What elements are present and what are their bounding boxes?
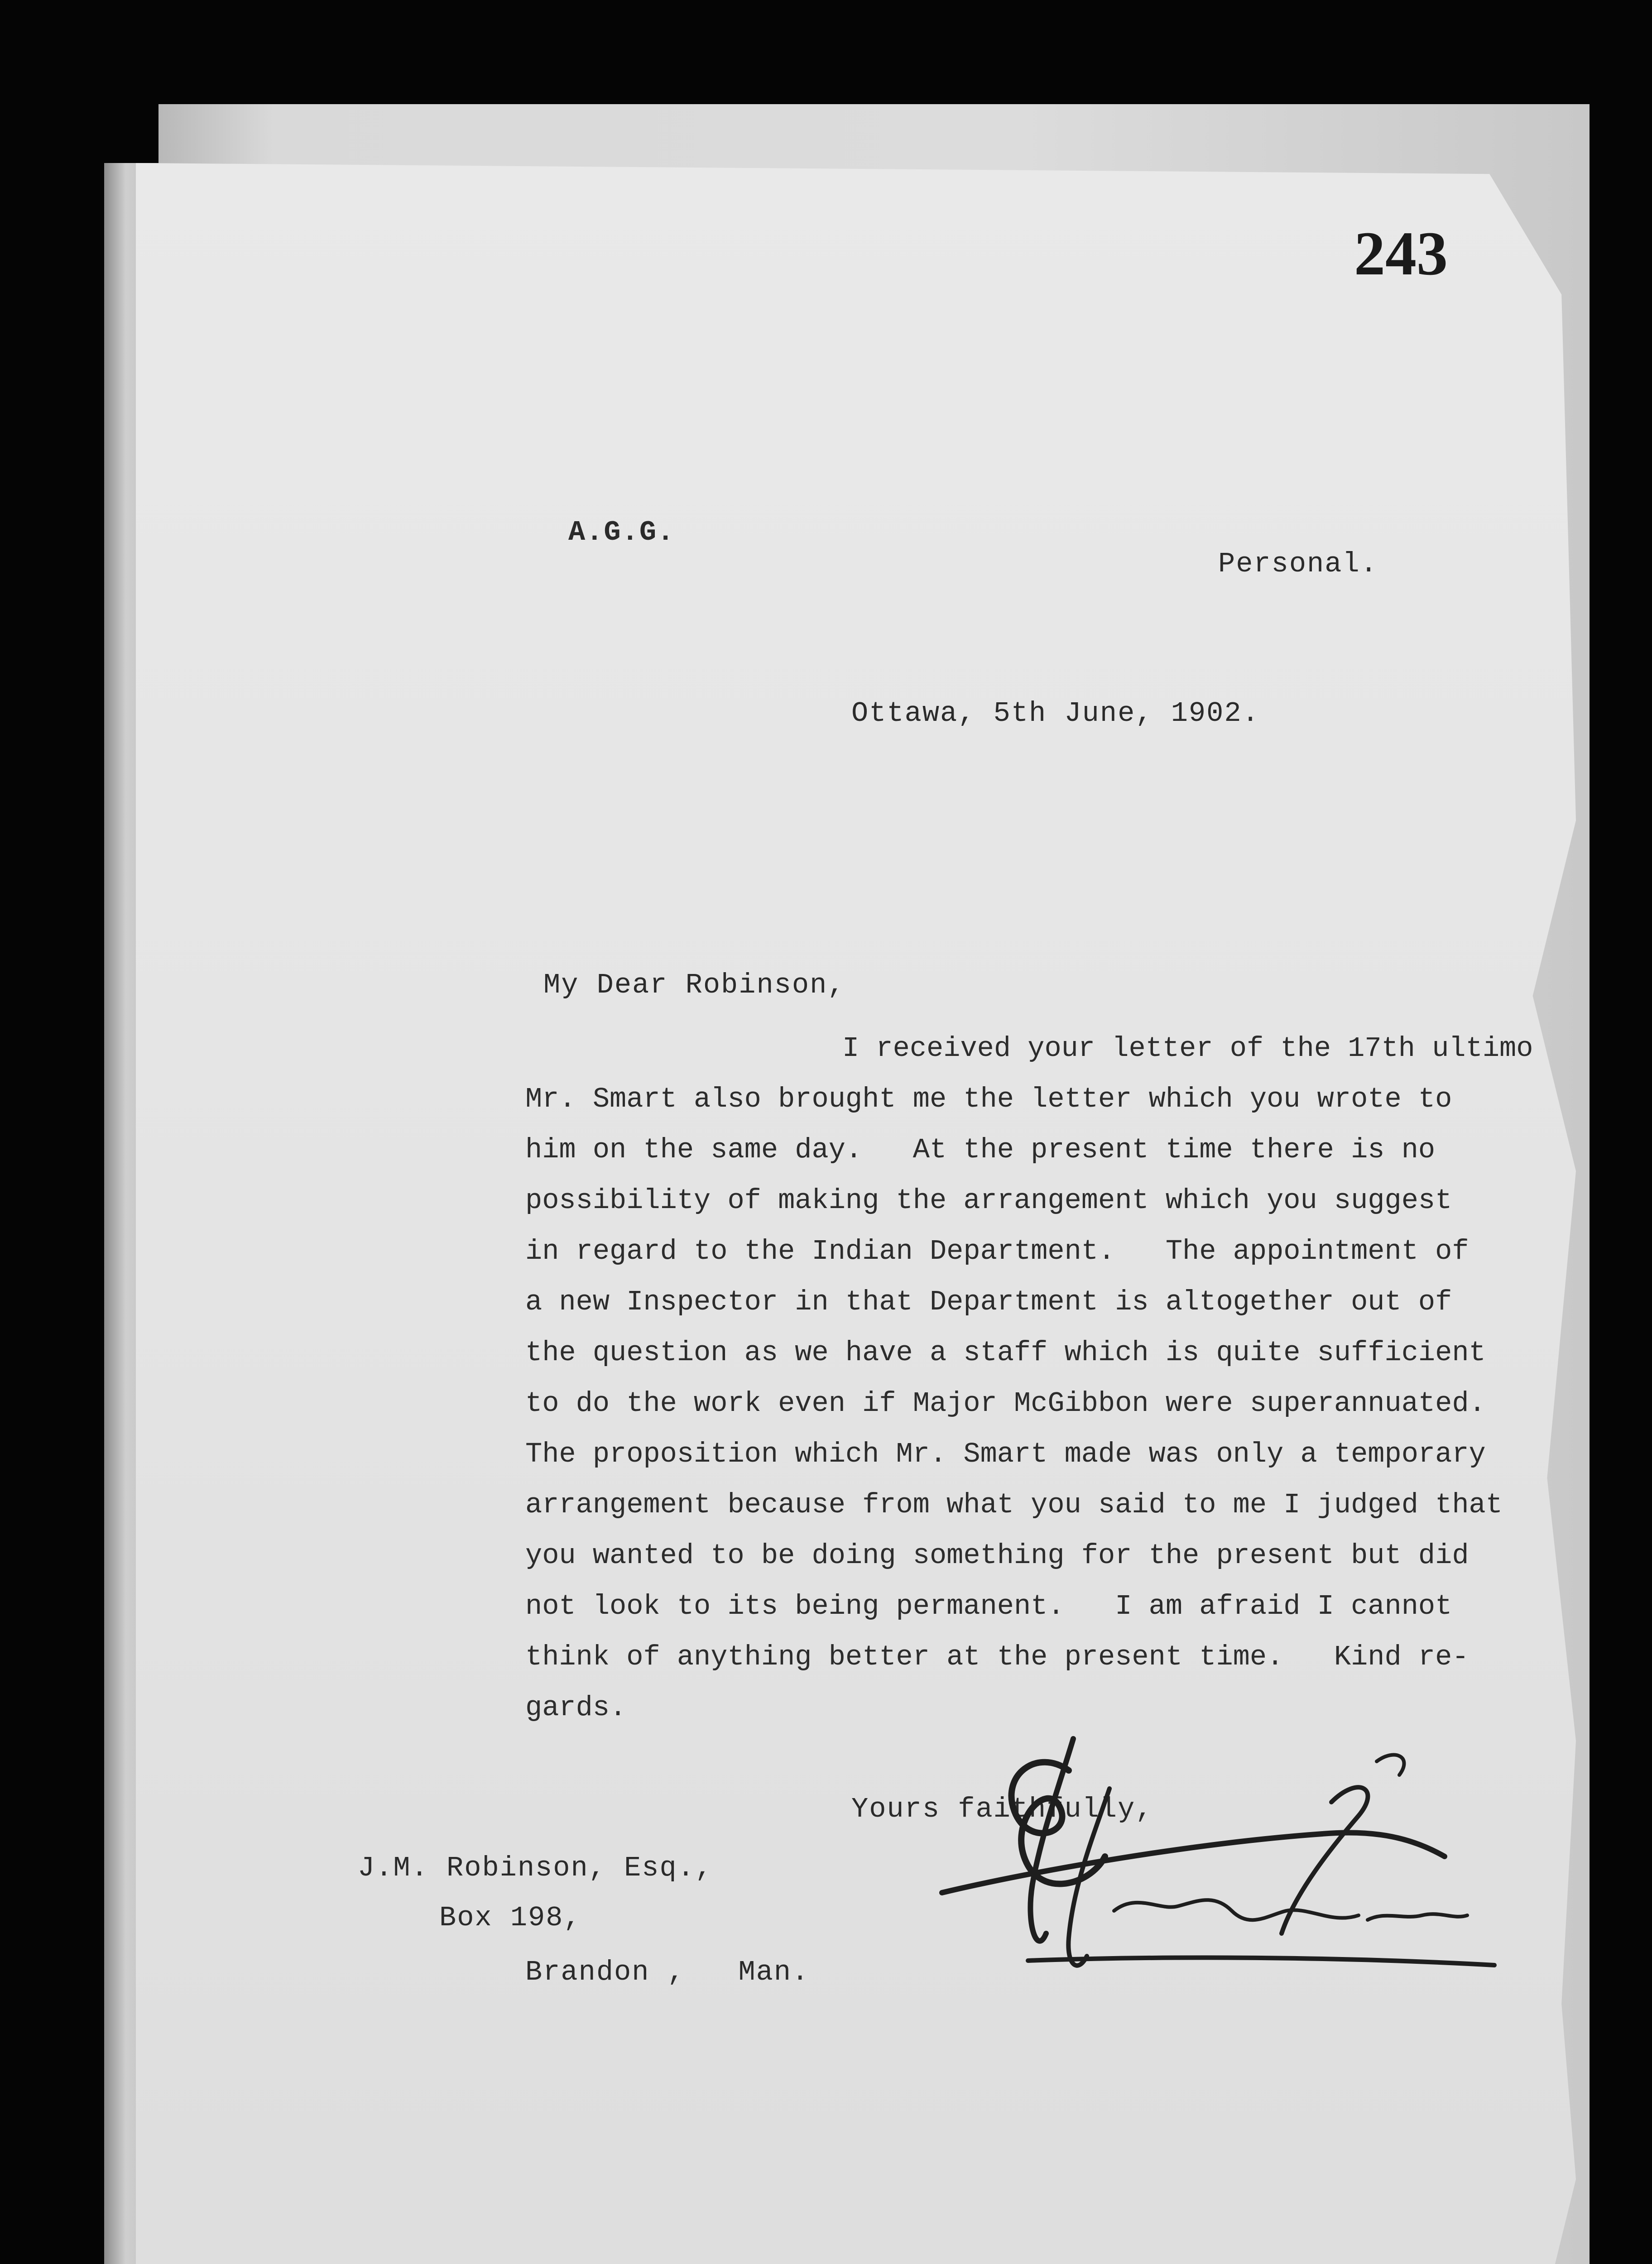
body-line: in regard to the Indian Department. The appointment of xyxy=(525,1235,1469,1267)
page-number: 243 xyxy=(1354,219,1448,288)
signature-image xyxy=(924,1721,1503,2001)
addressee-name: J.M. Robinson, Esq., xyxy=(358,1852,713,1884)
addressee-town: Brandon , Man. xyxy=(525,1956,810,1988)
place-date: Ottawa, 5th June, 1902. xyxy=(851,697,1260,729)
body-line: arrangement because from what you said to me I judged that xyxy=(525,1489,1503,1521)
closing: Yours faithfully, xyxy=(851,1793,1153,1825)
body-line: a new Inspector in that Department is altogether out of xyxy=(525,1286,1452,1318)
body-line: gards. xyxy=(525,1692,627,1724)
classification-label: Personal. xyxy=(1218,548,1378,580)
body-line: you wanted to be doing something for the present but did xyxy=(525,1540,1469,1572)
reference-code: A.G.G. xyxy=(568,516,675,548)
body-line: Mr. Smart also brought me the letter which you wrote to xyxy=(525,1083,1452,1115)
salutation: My Dear Robinson, xyxy=(543,969,845,1001)
body-line: the question as we have a staff which is quite sufficient xyxy=(525,1337,1486,1369)
body-line: I received your letter of the 17th ultimo xyxy=(842,1032,1533,1065)
addressee-box: Box 198, xyxy=(439,1902,581,1934)
body-line: to do the work even if Major McGibbon were superannuated. xyxy=(525,1387,1486,1420)
body-line: think of anything better at the present time. Kind re- xyxy=(525,1641,1469,1673)
body-line: possibility of making the arrangement which you suggest xyxy=(525,1185,1452,1217)
body-line: The proposition which Mr. Smart made was only a temporary xyxy=(525,1438,1486,1470)
body-line: him on the same day. At the present time there is no xyxy=(525,1134,1436,1166)
body-line: not look to its being permanent. I am afraid I cannot xyxy=(525,1590,1452,1622)
